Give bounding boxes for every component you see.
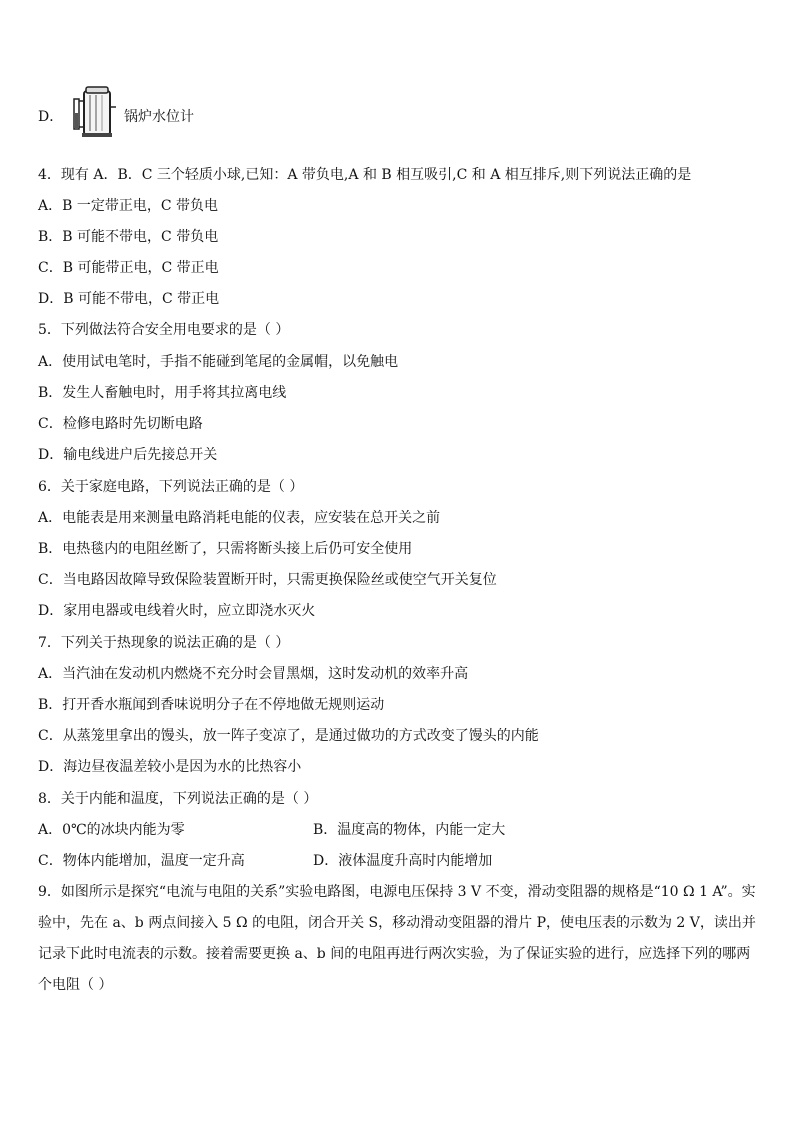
- q8-option-d: D．液体温度升高时内能增加: [313, 853, 493, 869]
- q4-stem: 4．现有 A．B．C 三个轻质小球,已知：A 带负电,A 和 B 相互吸引,C 和 A 相互排斥,则下列说法正确的是: [38, 167, 692, 183]
- q6-option-a: A．电能表是用来测量电路消耗电能的仪表，应安装在总开关之前: [38, 510, 441, 526]
- q6-option-c: C．当电路因故障导致保险装置断开时，只需更换保险丝或使空气开关复位: [38, 572, 497, 588]
- q3-option-d-letter: D．: [38, 109, 64, 125]
- q8-option-a: A．0℃的冰块内能为零: [38, 822, 185, 838]
- q5-stem: 5．下列做法符合安全用电要求的是（ ）: [38, 322, 290, 338]
- q4-option-b: B．B 可能不带电，C 带负电: [38, 229, 219, 245]
- q7-option-d: D．海边昼夜温差较小是因为水的比热容小: [38, 759, 302, 775]
- q7-option-c: C．从蒸笼里拿出的馒头，放一阵子变凉了，是通过做功的方式改变了馒头的内能: [38, 728, 539, 744]
- q5-option-d: D．输电线进户后先接总开关: [38, 447, 218, 463]
- q5-option-a: A．使用试电笔时，手指不能碰到笔尾的金属帽，以免触电: [38, 354, 399, 370]
- q3-option-d-label: 锅炉水位计: [124, 109, 194, 125]
- q5-option-b: B．发生人畜触电时，用手将其拉离电线: [38, 385, 287, 401]
- q6-option-b: B．电热毯内的电阻丝断了，只需将断头接上后仍可安全使用: [38, 541, 413, 557]
- q7-option-b: B．打开香水瓶闻到香味说明分子在不停地做无规则运动: [38, 697, 385, 713]
- q4-option-a: A．B 一定带正电，C 带负电: [38, 198, 219, 214]
- q7-option-a: A．当汽油在发动机内燃烧不充分时会冒黑烟，这时发动机的效率升高: [38, 666, 469, 682]
- q8-option-b: B．温度高的物体，内能一定大: [313, 822, 506, 838]
- q9-stem: 9．如图所示是探究“电流与电阻的关系”实验电路图，电源电压保持 3 V 不变，滑动变阻器的规格是“10 Ω 1 A”。实验中，先在 a、b 两点间接入 5 Ω 的电阻，闭合开关 S，移动滑动变阻器的滑片 P，使电压表的示数为 2 V，读出并记录下此时电流表的示数。接着需要更换 a、b 间的电阻再进行两次实验，为了保证实验的进行，应选择下列的哪两个电阻（ ）: [38, 884, 756, 993]
- boiler-water-gauge-illustration: [72, 85, 122, 139]
- q7-stem: 7．下列关于热现象的说法正确的是（ ）: [38, 635, 290, 651]
- q6-stem: 6．关于家庭电路，下列说法正确的是（ ）: [38, 479, 304, 495]
- q8-stem: 8．关于内能和温度，下列说法正确的是（ ）: [38, 791, 318, 807]
- q4-option-c: C．B 可能带正电，C 带正电: [38, 260, 219, 276]
- q6-option-d: D．家用电器或电线着火时，应立即浇水灭火: [38, 603, 316, 619]
- q5-option-c: C．检修电路时先切断电路: [38, 416, 203, 432]
- q8-option-c: C．物体内能增加，温度一定升高: [38, 853, 245, 869]
- q4-option-d: D．B 可能不带电，C 带正电: [38, 291, 220, 307]
